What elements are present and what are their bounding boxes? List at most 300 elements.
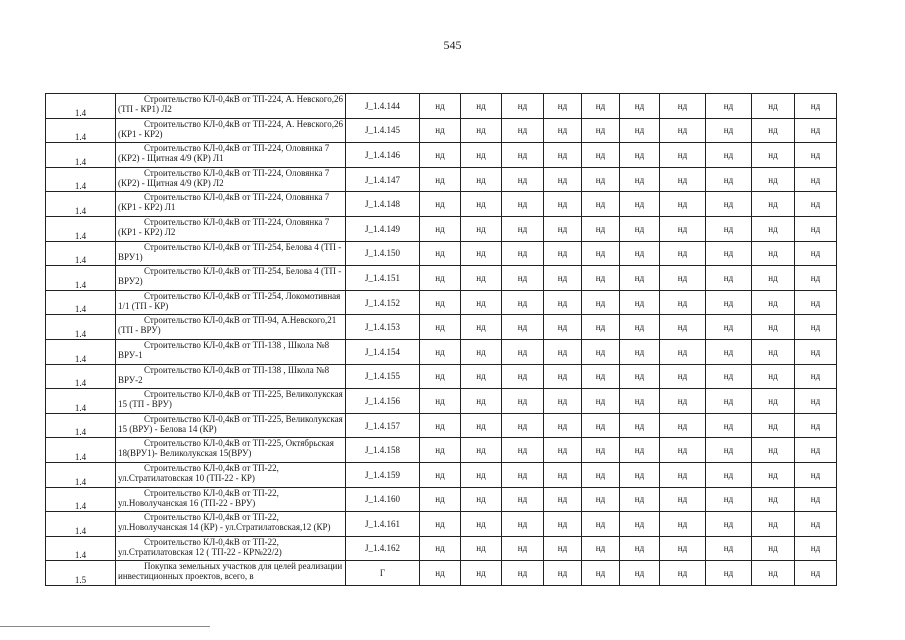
project-name-cell [116,339,346,364]
table-body [46,94,837,586]
project-name-text: Строительство КЛ-0,4кВ от ТП-22, ул.Новолучанская 16 (ТП-22 - ВРУ) [118,487,279,508]
row-number-cell: 1.4 [46,413,116,438]
value-cell: нд [752,512,795,537]
value-cell: нд [420,315,461,340]
value-cell: нд [502,94,544,119]
project-code-cell: J_1.4.161 [346,512,420,537]
row-number-cell: 1.4 [46,143,116,168]
value-cell: нд [502,561,544,586]
project-code-cell: J_1.4.146 [346,143,420,168]
value-cell: нд [582,462,620,487]
value-cell: нд [752,167,795,192]
project-code-cell: J_1.4.151 [346,266,420,291]
table-row [46,266,837,291]
value-cell: нд [620,266,660,291]
project-name-cell [116,512,346,537]
value-cell: нд [461,315,502,340]
project-name-text: Строительство КЛ-0,4кВ от ТП-254, Белова 4 (ТП - ВРУ1) [118,241,342,262]
value-cell: нд [502,315,544,340]
table-row [46,143,837,168]
project-name-cell [116,487,346,512]
value-cell: нд [544,241,582,266]
value-cell: нд [660,413,706,438]
value-cell: нд [544,192,582,217]
table-row [46,118,837,143]
row-number-cell: 1.4 [46,339,116,364]
value-cell: нд [461,192,502,217]
project-name-text: Строительство КЛ-0,4кВ от ТП-22, ул.Новолучанская 14 (КР) - ул.Стратилатовская,12 (КР) [118,512,331,533]
value-cell: нд [582,339,620,364]
value-cell: нд [582,487,620,512]
value-cell: нд [502,216,544,241]
value-cell: нд [582,512,620,537]
row-number-cell: 1.4 [46,512,116,537]
table-row [46,561,837,586]
value-cell: нд [660,216,706,241]
row-number-cell: 1.4 [46,94,116,119]
table-row [46,315,837,340]
value-cell: нд [620,167,660,192]
project-name-text: Строительство КЛ-0,4кВ от ТП-224, Оловянка 7 (КР2) - Щитная 4/9 (КР) Л2 [118,167,330,188]
value-cell: нд [582,315,620,340]
project-code-cell: J_1.4.157 [346,413,420,438]
value-cell: нд [544,487,582,512]
value-cell: нд [752,364,795,389]
value-cell: нд [461,143,502,168]
project-name-text: Строительство КЛ-0,4кВ от ТП-224, Оловянка 7 (КР1 - КР2) Л2 [118,216,330,237]
value-cell: нд [706,94,752,119]
value-cell: нд [752,266,795,291]
project-name-cell [116,266,346,291]
project-code-cell: J_1.4.156 [346,389,420,414]
value-cell: нд [502,536,544,561]
value-cell: нд [706,512,752,537]
value-cell: нд [544,266,582,291]
value-cell: нд [706,216,752,241]
value-cell: нд [620,94,660,119]
table-row [46,290,837,315]
value-cell: нд [752,216,795,241]
project-name-text: Строительство КЛ-0,4кВ от ТП-254, Локомотивная 1/1 (ТП - КР) [118,290,341,311]
value-cell: нд [660,389,706,414]
value-cell: нд [461,118,502,143]
value-cell: нд [582,94,620,119]
value-cell: нд [660,94,706,119]
value-cell: нд [420,118,461,143]
value-cell: нд [752,438,795,463]
project-name-cell [116,364,346,389]
row-number-cell: 1.4 [46,118,116,143]
value-cell: нд [706,241,752,266]
value-cell: нд [461,290,502,315]
project-code-cell: J_1.4.154 [346,339,420,364]
value-cell: нд [544,118,582,143]
row-number-cell: 1.4 [46,192,116,217]
value-cell: нд [502,364,544,389]
value-cell: нд [620,315,660,340]
value-cell: нд [420,389,461,414]
value-cell: нд [660,462,706,487]
row-number-cell: 1.5 [46,561,116,586]
project-name-cell [116,192,346,217]
value-cell: нд [706,290,752,315]
value-cell: нд [582,413,620,438]
value-cell: нд [582,561,620,586]
value-cell: нд [795,561,837,586]
value-cell: нд [706,364,752,389]
project-name-text: Строительство КЛ-0,4кВ от ТП-22, ул.Стратилатовская 10 (ТП-22 - КР) [118,462,279,483]
value-cell: нд [461,216,502,241]
project-code-cell: J_1.4.144 [346,94,420,119]
row-number-cell: 1.4 [46,290,116,315]
value-cell: нд [752,462,795,487]
project-name-text: Строительство КЛ-0,4кВ от ТП-225, Великолукская 15 (ТП - ВРУ) [118,389,343,410]
value-cell: нд [752,389,795,414]
value-cell: нд [502,167,544,192]
value-cell: нд [795,339,837,364]
value-cell: нд [620,216,660,241]
value-cell: нд [461,364,502,389]
value-cell: нд [620,290,660,315]
value-cell: нд [795,462,837,487]
value-cell: нд [620,118,660,143]
project-name-text: Строительство КЛ-0,4кВ от ТП-224, Оловянка 7 (КР2) - Щитная 4/9 (КР) Л1 [118,143,330,164]
project-name-cell [116,561,346,586]
value-cell: нд [502,389,544,414]
value-cell: нд [795,389,837,414]
project-name-text: Строительство КЛ-0,4кВ от ТП-224, А. Невского,26 (КР1 - КР2) [118,118,343,139]
value-cell: нд [544,94,582,119]
value-cell: нд [620,413,660,438]
project-name-text: Строительство КЛ-0,4кВ от ТП-224, Оловянка 7 (КР1 - КР2) Л1 [118,192,330,213]
value-cell: нд [660,561,706,586]
value-cell: нд [795,241,837,266]
value-cell: нд [502,266,544,291]
value-cell: нд [620,389,660,414]
project-name-cell [116,315,346,340]
value-cell: нд [544,438,582,463]
value-cell: нд [461,266,502,291]
value-cell: нд [660,536,706,561]
value-cell: нд [582,438,620,463]
project-name-cell [116,290,346,315]
row-number-cell: 1.4 [46,536,116,561]
project-name-cell [116,536,346,561]
value-cell: нд [620,462,660,487]
value-cell: нд [752,561,795,586]
value-cell: нд [544,536,582,561]
value-cell: нд [620,241,660,266]
project-code-cell: J_1.4.152 [346,290,420,315]
value-cell: нд [461,512,502,537]
value-cell: нд [706,192,752,217]
value-cell: нд [660,290,706,315]
value-cell: нд [660,143,706,168]
value-cell: нд [620,143,660,168]
value-cell: нд [706,143,752,168]
value-cell: нд [420,266,461,291]
project-name-cell [116,438,346,463]
value-cell: нд [795,216,837,241]
value-cell: нд [752,339,795,364]
value-cell: нд [461,339,502,364]
value-cell: нд [660,241,706,266]
table-row [46,487,837,512]
value-cell: нд [461,438,502,463]
value-cell: нд [660,192,706,217]
project-name-text: Строительство КЛ-0,4кВ от ТП-254, Белова 4 (ТП - ВРУ2) [118,266,342,287]
table-row [46,512,837,537]
value-cell: нд [706,561,752,586]
value-cell: нд [420,536,461,561]
value-cell: нд [544,290,582,315]
value-cell: нд [544,413,582,438]
value-cell: нд [706,118,752,143]
value-cell: нд [582,389,620,414]
value-cell: нд [544,364,582,389]
value-cell: нд [420,512,461,537]
value-cell: нд [420,487,461,512]
value-cell: нд [795,438,837,463]
value-cell: нд [582,266,620,291]
project-name-text: Строительство КЛ-0,4кВ от ТП-225, Октябрьская 18(ВРУ1)- Великолукская 15(ВРУ) [118,438,334,459]
value-cell: нд [660,438,706,463]
project-code-cell: J_1.4.147 [346,167,420,192]
project-code-cell: J_1.4.148 [346,192,420,217]
table-row [46,413,837,438]
row-number-cell: 1.4 [46,487,116,512]
value-cell: нд [544,315,582,340]
value-cell: нд [544,561,582,586]
value-cell: нд [582,118,620,143]
table-row [46,94,837,119]
value-cell: нд [706,315,752,340]
value-cell: нд [752,487,795,512]
project-name-cell [116,413,346,438]
value-cell: нд [544,389,582,414]
value-cell: нд [660,167,706,192]
value-cell: нд [461,561,502,586]
value-cell: нд [420,216,461,241]
value-cell: нд [795,192,837,217]
project-name-cell [116,143,346,168]
value-cell: нд [752,413,795,438]
value-cell: нд [620,512,660,537]
value-cell: нд [752,536,795,561]
project-name-text: Строительство КЛ-0,4кВ от ТП-138 , Школа №8 ВРУ-1 [118,339,330,360]
row-number-cell: 1.4 [46,241,116,266]
value-cell: нд [420,438,461,463]
table-row [46,389,837,414]
table-row [46,241,837,266]
value-cell: нд [461,487,502,512]
value-cell: нд [795,315,837,340]
row-number-cell: 1.4 [46,167,116,192]
value-cell: нд [660,118,706,143]
value-cell: нд [461,241,502,266]
value-cell: нд [620,438,660,463]
value-cell: нд [502,118,544,143]
value-cell: нд [620,561,660,586]
value-cell: нд [461,413,502,438]
value-cell: нд [502,512,544,537]
value-cell: нд [582,536,620,561]
project-name-text: Покупка земельных участков для целей реализации инвестиционных проектов, всего, в [118,561,343,582]
value-cell: нд [752,290,795,315]
project-name-text: Строительство КЛ-0,4кВ от ТП-224, А. Невского,26 (ТП - КР1) Л2 [118,94,343,114]
value-cell: нд [420,167,461,192]
value-cell: нд [502,462,544,487]
value-cell: нд [461,536,502,561]
value-cell: нд [620,487,660,512]
value-cell: нд [502,290,544,315]
value-cell: нд [461,462,502,487]
value-cell: нд [582,143,620,168]
value-cell: нд [582,167,620,192]
project-name-cell [116,94,346,119]
project-name-text: Строительство КЛ-0,4кВ от ТП-225, Великолукская 15 (ВРУ) - Белова 14 (КР) [118,413,343,434]
value-cell: нд [420,241,461,266]
value-cell: нд [706,487,752,512]
value-cell: нд [706,536,752,561]
row-number-cell: 1.4 [46,389,116,414]
value-cell: нд [706,339,752,364]
value-cell: нд [752,241,795,266]
project-code-cell: Г [346,561,420,586]
table-row [46,536,837,561]
value-cell: нд [795,364,837,389]
page-number: 545 [443,38,462,52]
row-number-cell: 1.4 [46,315,116,340]
value-cell: нд [502,413,544,438]
value-cell: нд [706,413,752,438]
table-row [46,462,837,487]
value-cell: нд [752,143,795,168]
value-cell: нд [795,118,837,143]
row-number-cell: 1.4 [46,216,116,241]
value-cell: нд [795,290,837,315]
value-cell: нд [795,512,837,537]
project-code-cell: J_1.4.158 [346,438,420,463]
value-cell: нд [544,339,582,364]
row-number-cell: 1.4 [46,438,116,463]
row-number-cell: 1.4 [46,462,116,487]
value-cell: нд [620,339,660,364]
value-cell: нд [420,143,461,168]
value-cell: нд [420,339,461,364]
value-cell: нд [502,438,544,463]
value-cell: нд [420,94,461,119]
value-cell: нд [461,167,502,192]
value-cell: нд [706,167,752,192]
value-cell: нд [620,536,660,561]
value-cell: нд [544,143,582,168]
project-name-text: Строительство КЛ-0,4кВ от ТП-138 , Школа №8 ВРУ-2 [118,364,330,385]
value-cell: нд [420,192,461,217]
project-name-cell [116,389,346,414]
value-cell: нд [461,389,502,414]
value-cell: нд [544,167,582,192]
value-cell: нд [461,94,502,119]
value-cell: нд [706,266,752,291]
value-cell: нд [420,364,461,389]
project-code-cell: J_1.4.160 [346,487,420,512]
value-cell: нд [582,364,620,389]
value-cell: нд [795,94,837,119]
value-cell: нд [660,339,706,364]
project-name-cell [116,118,346,143]
value-cell: нд [795,487,837,512]
value-cell: нд [420,290,461,315]
project-name-text: Строительство КЛ-0,4кВ от ТП-94, А.Невского,21 (ТП - ВРУ) [118,315,337,336]
table-row [46,216,837,241]
value-cell: нд [620,192,660,217]
investment-table [45,93,837,586]
project-code-cell: J_1.4.150 [346,241,420,266]
table-row [46,167,837,192]
value-cell: нд [795,143,837,168]
value-cell: нд [502,143,544,168]
value-cell: нд [582,290,620,315]
value-cell: нд [420,561,461,586]
footnote-rule [0,626,210,627]
project-code-cell: J_1.4.149 [346,216,420,241]
value-cell: нд [582,241,620,266]
value-cell: нд [620,364,660,389]
value-cell: нд [582,216,620,241]
table-row [46,192,837,217]
project-code-cell: J_1.4.153 [346,315,420,340]
project-name-cell [116,216,346,241]
value-cell: нд [795,167,837,192]
value-cell: нд [502,241,544,266]
value-cell: нд [795,266,837,291]
table-row [46,339,837,364]
value-cell: нд [544,512,582,537]
value-cell: нд [660,266,706,291]
value-cell: нд [706,462,752,487]
project-code-cell: J_1.4.162 [346,536,420,561]
project-name-cell [116,462,346,487]
value-cell: нд [706,438,752,463]
value-cell: нд [544,216,582,241]
value-cell: нд [582,192,620,217]
value-cell: нд [502,339,544,364]
value-cell: нд [660,364,706,389]
value-cell: нд [706,389,752,414]
table-row [46,438,837,463]
value-cell: нд [752,118,795,143]
value-cell: нд [660,512,706,537]
row-number-cell: 1.4 [46,364,116,389]
value-cell: нд [502,487,544,512]
value-cell: нд [795,536,837,561]
value-cell: нд [420,462,461,487]
project-name-text: Строительство КЛ-0,4кВ от ТП-22, ул.Стратилатовская 12 ( ТП-22 - КР№22/2) [118,536,282,557]
value-cell: нд [502,192,544,217]
table-row [46,364,837,389]
value-cell: нд [544,462,582,487]
project-code-cell: J_1.4.159 [346,462,420,487]
row-number-cell: 1.4 [46,266,116,291]
project-code-cell: J_1.4.155 [346,364,420,389]
value-cell: нд [752,94,795,119]
value-cell: нд [752,192,795,217]
project-name-cell [116,241,346,266]
project-code-cell: J_1.4.145 [346,118,420,143]
value-cell: нд [660,315,706,340]
project-name-cell [116,167,346,192]
